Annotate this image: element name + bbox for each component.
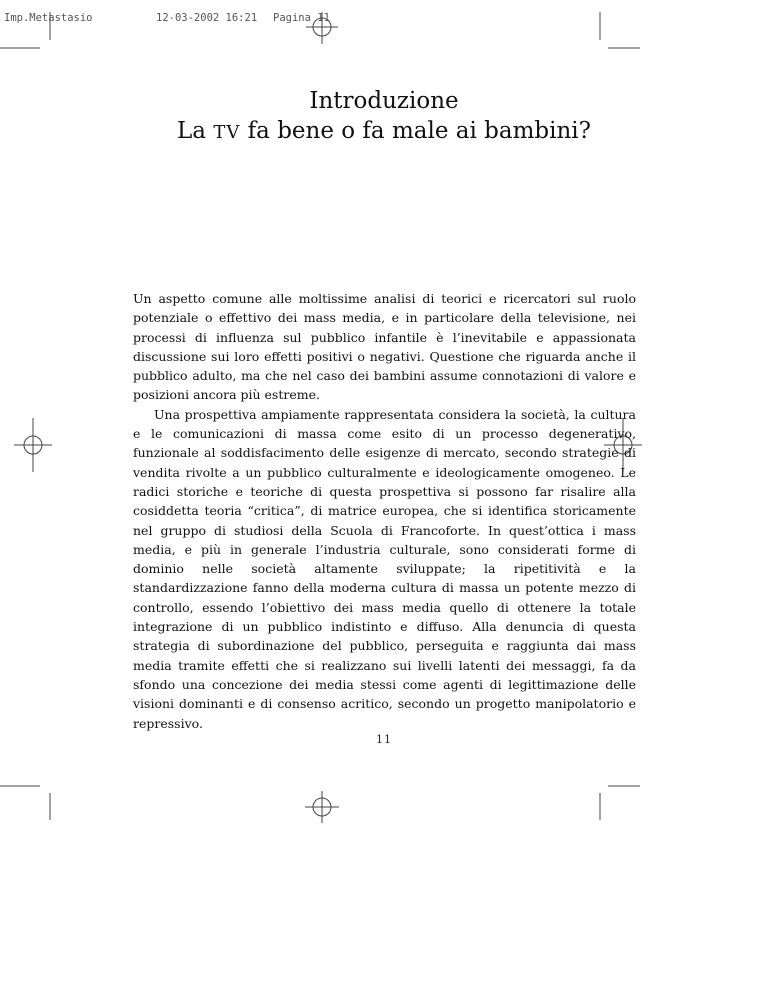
registration-mark-bottom xyxy=(305,791,339,823)
header-date: 12-03-2002 16:21 xyxy=(156,12,258,24)
body-text xyxy=(133,289,636,733)
registration-mark-top xyxy=(306,12,338,44)
header-filename: Imp.Metastasio xyxy=(4,12,93,24)
subtitle-tv: TV xyxy=(213,122,241,143)
header-page-label: Pagina 11 xyxy=(273,12,330,24)
chapter-title: Introduzione xyxy=(309,88,459,114)
chapter-subtitle xyxy=(100,116,668,148)
paragraph: Una prospettiva ampiamente rappresentata considera la società, la cultura e le comunicazioni di massa come esito di un processo degenerativo, funzionale al soddisfacimento delle esigenze di mercato, secondo strategie di vendita rivolte a un pubblico culturalmente e ideologicamente omogeneo. Le radici storiche e teoriche di questa prospettiva si possono far risalire alla cosiddetta teoria “critica”, di matrice europea, che si identifica storicamente nel gruppo di studiosi della Scuola di Francoforte. In quest’ottica i mass media, e più in generale l’industria culturale, sono considerati forme di dominio nelle società altamente sviluppate; la ripetitività e la standardizzazione fanno della moderna cultura di massa un potente mezzo di controllo, essendo l’obiettivo dei mass media quello di ottenere la totale integrazione di un pubblico indistinto e diffuso. Alla denuncia di questa strategia di subordinazione del pubblico, perseguita e raggiunta dai mass media tramite effetti che si realizzano sui livelli latenti dei messaggi, fa da sfondo una concezione dei media stessi come agenti di legittimazione delle visioni dominanti e di consenso acritico, secondo un progetto manipolatorio e repressivo. xyxy=(133,406,636,731)
subtitle-prefix: La xyxy=(177,118,214,144)
page-number: 11 xyxy=(376,733,392,746)
registration-mark-left xyxy=(14,418,52,472)
paragraph: Un aspetto comune alle moltissime analisi di teorici e ricercatori sul ruolo potenziale o effettivo dei mass media, e in particolare della televisione, nei processi di influenza sul pubblico infantile è l’inevitabile e appassionata discussione sui loro effetti positivi o negativi. Questione che riguarda anche il pubblico adulto, ma che nel caso dei bambini assume connotazioni di valore e posizioni ancora più estreme. xyxy=(133,291,636,403)
subtitle-suffix: fa bene o fa male ai bambini? xyxy=(240,118,591,144)
